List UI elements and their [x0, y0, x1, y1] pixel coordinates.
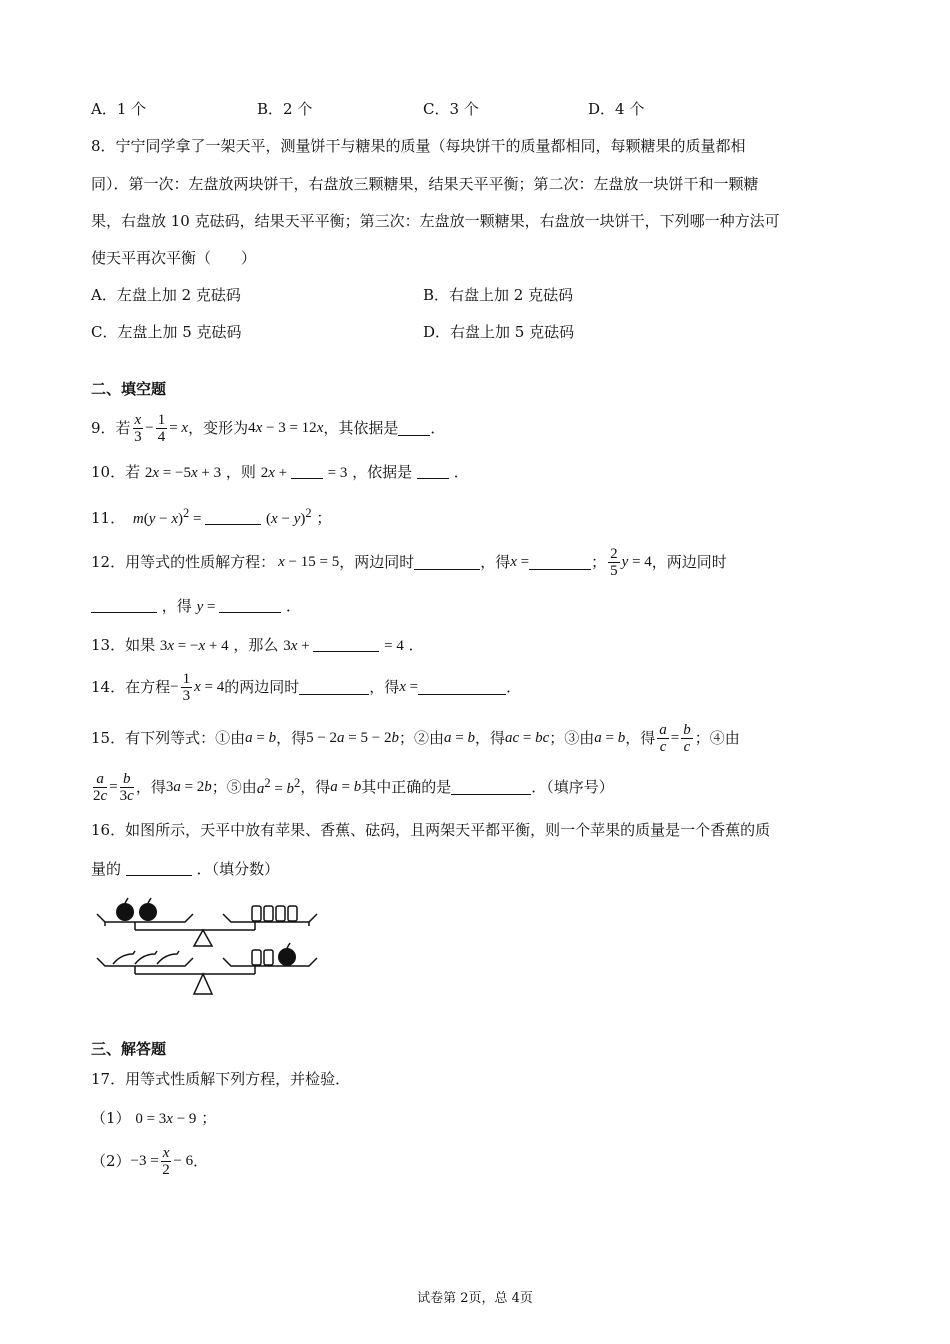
q12-blank-2[interactable] — [529, 555, 591, 570]
q11-blank[interactable] — [205, 510, 261, 525]
q15-equals-2: = — [109, 778, 118, 795]
q15-equals: = — [670, 729, 680, 746]
q10-blank-1[interactable] — [291, 464, 323, 479]
question-12-line-1 — [91, 545, 727, 579]
q8-line-4: 使天平再次平衡（ ） — [91, 249, 257, 267]
q17-p1-equation: 0 = 3x − 9 — [135, 1111, 197, 1127]
q8-line-3: 果，右盘放 10 克砝码，结果天平平衡；第三次：左盘放一颗糖果，右盘放一块饼干，下列哪一种方法可 — [91, 212, 780, 230]
bottom-left-pan — [97, 958, 193, 966]
q7-option-d: D．4 个 — [588, 100, 645, 118]
q15-s4: ；③由 — [549, 728, 595, 747]
q17-p1-label: （1） — [91, 1109, 131, 1127]
q16-blank[interactable] — [126, 861, 192, 876]
q13-eq4: = 4 — [384, 638, 404, 654]
question-13 — [91, 637, 424, 654]
q11-label: 11． — [91, 509, 126, 527]
q15-stmt-2: ac = bc — [504, 729, 550, 746]
q15-a-eq-b-3: a = b — [594, 729, 626, 746]
q12-blank-1[interactable] — [414, 555, 480, 570]
q15-a-eq-b-1: a = b — [245, 729, 277, 746]
q9-transformed: 4x − 3 = 12x — [248, 419, 324, 436]
top-fulcrum — [194, 930, 212, 946]
q15-s5: ，得 — [625, 728, 656, 747]
question-15-line-1 — [91, 721, 740, 755]
bottom-fulcrum — [194, 974, 212, 994]
q13-end: ． — [408, 636, 424, 654]
q7-option-a: A．1 个 — [91, 100, 147, 118]
q8-line-2: 同）．第一次：左盘放两块饼干，右盘放三颗糖果，结果天平平衡；第二次：左盘放一块饼干和一颗糖 — [91, 175, 759, 193]
section-fill-in-title: 二、填空题 — [91, 380, 167, 398]
q13-mid: ，那么 — [233, 636, 279, 654]
q11-end: ； — [316, 509, 332, 527]
weight-icon — [252, 906, 261, 921]
q12-label: 12．用等式的性质解方程： — [91, 552, 276, 571]
q14-fraction-1-3: $\frac{1}{3}$ — [182, 670, 191, 704]
q12-end: ． — [286, 597, 302, 615]
question-11 — [91, 507, 331, 527]
weight-icon — [288, 906, 297, 921]
q13-label: 13．如果 — [91, 636, 156, 654]
q15-fraction-a-c: $\frac{a}{c}$ — [659, 721, 667, 755]
q7-option-c: C．3 个 — [423, 100, 479, 118]
q11-lhs: $m(y - x)^2$ = — [132, 506, 206, 527]
q16-line-1: 16．如图所示，天平中放有苹果、香蕉、砝码，且两架天平都平衡，则一个苹果的质量是一个香蕉的质 — [91, 821, 771, 839]
weight-icon — [264, 906, 273, 921]
q10-mid: ，则 — [225, 463, 256, 481]
q9-label: 9．若 — [91, 418, 131, 437]
q12-x-eq: x = — [510, 553, 530, 570]
q17-part-2 — [91, 1144, 208, 1178]
q16-line2a: 量的 — [91, 860, 122, 878]
q10-equation: 2x = −5x + 3 — [144, 465, 222, 481]
weight-icon — [252, 950, 261, 965]
q13-blank[interactable] — [313, 637, 379, 652]
q12-t4: ，两边同时 — [651, 552, 727, 571]
banana-icon — [113, 951, 135, 964]
q15-blank[interactable] — [451, 780, 531, 795]
q17-p2-fraction-x-2: $\frac{x}{2}$ — [162, 1144, 170, 1178]
q15-s10: 其中正确的是 — [361, 777, 452, 796]
q8-option-c: C．左盘上加 5 克砝码 — [91, 323, 242, 341]
q14-equation: x = 4 — [194, 678, 225, 695]
q15-fraction-b-c: $\frac{b}{c}$ — [683, 721, 691, 755]
q12-blank-4[interactable] — [219, 598, 281, 613]
q8-line-1: 8．宁宁同学拿了一架天平，测量饼干与糖果的质量（每块饼干的质量都相同，每颗糖果的质量都相 — [91, 137, 746, 155]
q12-t1: ，两边同时 — [339, 552, 415, 571]
q8-option-d: D．右盘上加 5 克砝码 — [423, 323, 575, 341]
section-answer-title: 三、解答题 — [91, 1040, 167, 1058]
apple-icon — [278, 948, 296, 966]
q12-equation-2: y = 4 — [621, 553, 652, 570]
q15-s1: ，得 — [276, 728, 307, 747]
q11-rhs: $(x - y)^2$ — [266, 506, 312, 527]
q8-option-a: A．左盘上加 2 克砝码 — [91, 286, 241, 304]
q14-end: ． — [506, 677, 522, 696]
q15-squares: $a^2 = b^2$ — [256, 776, 301, 797]
q9-eq-rhs: = x — [169, 419, 189, 436]
q9-end: ． — [430, 418, 446, 437]
question-10 — [91, 464, 469, 481]
q15-label: 15．有下列等式：①由 — [91, 728, 246, 747]
q12-t2: ，得 — [480, 552, 511, 571]
q15-a-eq-b-2: a = b — [443, 729, 475, 746]
q15-stmt-1: 5 − 2a = 5 − 2b — [306, 729, 399, 746]
balance-scales-figure — [95, 896, 325, 1000]
q17-p1-end: ； — [201, 1109, 217, 1127]
q14-minus: − — [170, 678, 179, 695]
q9-fraction-1-4: $\frac{1}{4}$ — [157, 411, 166, 445]
q10-expr: 2x + — [260, 465, 291, 481]
q9-minus: − — [145, 419, 154, 436]
question-16-line-2 — [91, 861, 279, 877]
q14-mid: 的两边同时 — [224, 677, 300, 696]
q15-s7: ，得 — [135, 777, 166, 796]
q12-equation-1: x − 15 = 5 — [278, 553, 340, 570]
banana-icon — [157, 951, 179, 964]
q12-blank-3[interactable] — [91, 598, 157, 613]
q12-t3: ； — [591, 552, 607, 571]
q12-y-eq: y = — [196, 599, 220, 615]
question-15-line-2 — [91, 770, 614, 804]
q15-stmt-4: 3a = 2b — [165, 778, 212, 795]
page-footer: 试卷第 2页，总 4页 — [417, 1291, 533, 1306]
q17-p2-label: （2） — [91, 1151, 131, 1170]
q14-x-eq: x = — [399, 678, 419, 695]
question-12-line-2 — [91, 598, 301, 615]
question-14 — [91, 670, 521, 704]
q12-fraction-2-5: $\frac{2}{5}$ — [610, 545, 618, 579]
q15-fraction-b-3c: $\frac{b}{3c}$ — [119, 770, 134, 804]
q15-s6: ；④由 — [694, 728, 740, 747]
q15-s8: ；⑤由 — [211, 777, 257, 796]
q10-end: ． — [453, 463, 469, 481]
q8-option-b: B．右盘上加 2 克砝码 — [423, 286, 574, 304]
q7-option-b: B．2 个 — [257, 100, 313, 118]
q13-equation: 3x = −x + 4 — [159, 638, 229, 654]
question-9 — [91, 411, 445, 445]
q10-tail: ，依据是 — [352, 463, 413, 481]
q15-s2: ；②由 — [398, 728, 444, 747]
q17-line-1: 17．用等式性质解下列方程，并检验． — [91, 1070, 351, 1088]
q9-answer-blank[interactable] — [398, 421, 430, 436]
weight-icon — [264, 950, 273, 965]
q17-p2-lhs: −3 = — [130, 1152, 159, 1169]
q14-blank-1[interactable] — [299, 680, 369, 695]
q17-p2-rhs: − 6 — [173, 1152, 194, 1169]
q15-end: ．（填序号） — [531, 777, 614, 796]
q13-expr: 3x + — [283, 638, 314, 654]
q10-label: 10．若 — [91, 463, 141, 481]
weight-icon — [276, 906, 285, 921]
q16-line2b: ．（填分数） — [196, 860, 280, 878]
q15-s9: ，得 — [300, 777, 331, 796]
q17-part-1 — [91, 1111, 216, 1127]
q9-mid: ，变形为 — [188, 418, 249, 437]
q14-blank-2[interactable] — [418, 680, 506, 695]
q14-t2: ，得 — [369, 677, 400, 696]
q15-s3: ，得 — [474, 728, 505, 747]
q12-t5: ，得 — [161, 597, 192, 615]
q10-blank-2[interactable] — [417, 464, 449, 479]
banana-icon — [135, 951, 157, 964]
apple-icon — [139, 903, 157, 921]
q14-label: 14．在方程 — [91, 677, 171, 696]
q9-tail: ，其依据是 — [323, 418, 399, 437]
q17-p2-end: ． — [193, 1151, 209, 1170]
q15-a-eq-b-5: a = b — [330, 778, 362, 795]
apple-icon — [116, 903, 134, 921]
q10-eq3: = 3 — [327, 465, 348, 481]
q9-fraction-x-3: $\frac{x}{3}$ — [134, 411, 142, 445]
q15-fraction-a-2c: $\frac{a}{2c}$ — [93, 770, 108, 804]
